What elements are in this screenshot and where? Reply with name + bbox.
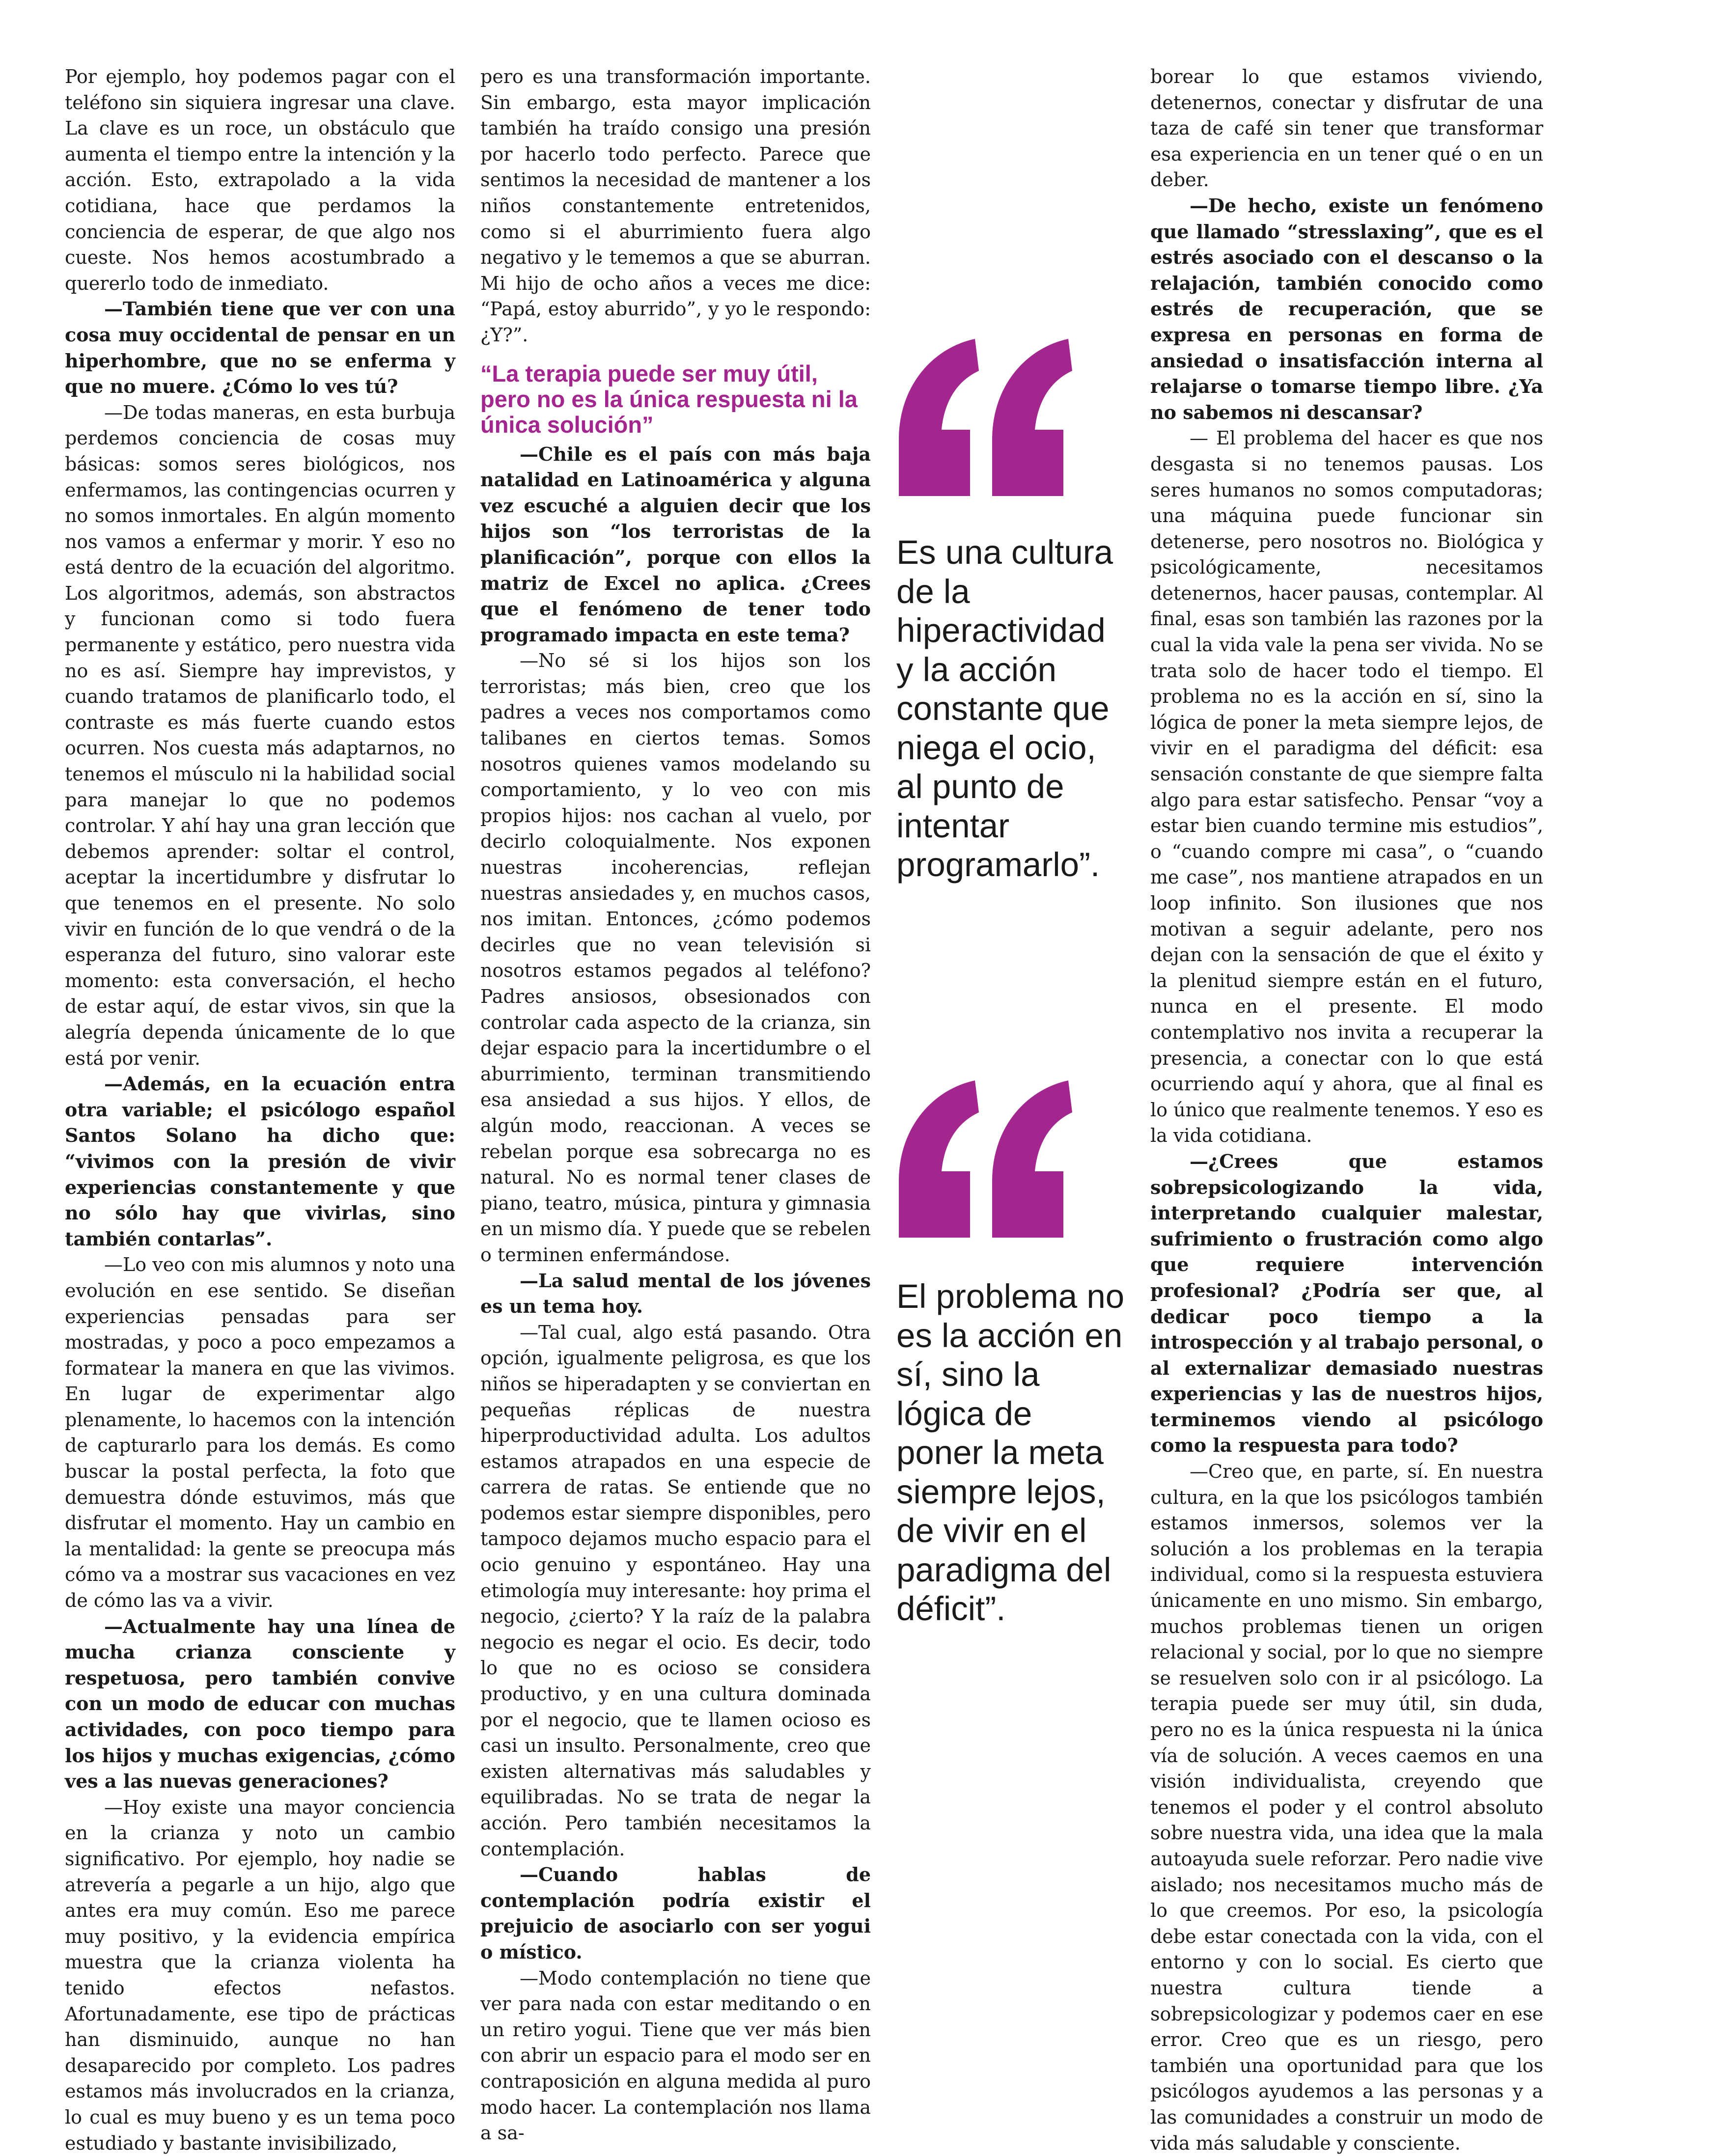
paragraph: Por ejemplo, hoy podemos pagar con el teléfono sin siquiera ingresar una clave. La clave es un roce, un obstáculo que aumenta el tiempo entre la intención y la acción. Esto, extrapolado a la vida cotidiana, hace que perdamos la conciencia de esperar, de que algo nos cueste. Nos hemos acostumbrado a quererlo todo de inmediato. <box>65 66 455 294</box>
interview-question: —De hecho, existe un fenómeno que llamado “stresslaxing”, que es el estrés asociado con el descanso o la relajación, también conocido como estrés de recuperación, que se expresa en personas en forma de ansiedad o insatisfacción interna al relajarse o tomarse tiempo libre. ¿Ya no sabemos ni descansar? <box>1150 194 1543 423</box>
interview-answer: —Creo que, en parte, sí. En nuestra cultura, en la que los psicólogos también estamos inmersos, solemos ver la solución a los problemas en la terapia individual, como si la respuesta estuviera únicamente en uno mismo. Sin embargo, muchos problemas tienen un origen relacional y social, por lo que no siempre se resuelven solo con ir al psicólogo. La terapia puede ser muy útil, sin duda, pero no es la única respuesta ni la única vía de solución. A veces caemos en una visión individualista, creyendo que tenemos el poder y el control absoluto sobre nuestra vida, una idea que la mala autoayuda suele reforzar. Pero nadie vive aislado; nos necesitamos mucho más de lo que creemos. Por eso, la psicología debe estar conectada con la vida, con el entorno y con lo social. Es cierto que nuestra cultura tiende a sobrepsicologizar y podemos caer en ese error. Creo que es un riesgo, pero también una oportunidad para que los psicólogos ayudemos a las personas y a las comunidades a construir un modo de vida más saludable y consciente. <box>1150 1461 1543 2154</box>
interview-question: —¿Crees que estamos sobrepsicologizando la vida, interpretando cualquier malestar, sufrimiento o frustración como algo que requiere intervención profesional? ¿Podría ser que, al dedicar poco tiempo a la introspección y al trabajo personal, o al externalizar demasiado nuestras experiencias y las de nuestros hijos, terminemos viendo al psicólogo como la respuesta para todo? <box>1150 1150 1543 1457</box>
interview-answer: —Hoy existe una mayor conciencia en la crianza y noto un cambio significativo. Por ejemplo, hoy nadie se atrevería a pegarle a un hijo, algo que antes era muy común. Eso me parece muy positivo, y la evidencia empírica muestra que la crianza violenta ha tenido efectos nefastos. Afortunadamente, ese tipo de prácticas han disminuido, aunque no han desaparecido por completo. Los padres estamos más involucrados en la crianza, lo cual es muy bueno y es un tema poco estudiado y bastante invisibilizado, <box>65 1796 455 2154</box>
text-column-1 <box>65 64 455 2156</box>
section-subheading: “La terapia puede ser muy útil, pero no es la única respuesta ni la única solución” <box>480 360 858 438</box>
quote-mark-icon <box>896 339 1073 496</box>
pull-quote-text: El problema no es la acción en sí, sino la lógica de poner la meta siempre lejos, de vivir en el paradigma del déficit”. <box>896 1277 1125 1628</box>
paragraph: borear lo que estamos viviendo, detenernos, conectar y disfrutar de una taza de café sin tener que transformar esa experiencia en un tener qué o en un deber. <box>1150 66 1543 191</box>
interview-question: —Cuando hablas de contemplación podría existir el prejuicio de asociarlo con ser yogui o místico. <box>480 1863 871 1963</box>
interview-answer: —De todas maneras, en esta burbuja perdemos conciencia de cosas muy básicas: somos seres biológicos, nos enfermamos, las contingencias ocurren y no somos inmortales. En algún momento nos vamos a enfermar y morir. Y eso no está dentro de la ecuación del algoritmo. Los algoritmos, además, son abstractos y funcionan como si todo fuera permanente y estático, pero nuestra vida no es así. Siempre hay imprevistos, y cuando tratamos de planificarlo todo, el contraste es más fuerte cuando estos ocurren. Nos cuesta más adaptarnos, no tenemos el músculo ni la habilidad social para manejar lo que no podemos controlar. Y ahí hay una gran lección que debemos aprender: soltar el control, aceptar la incertidumbre y disfrutar lo que tenemos en el presente. No solo vivir en función de lo que vendrá o de la esperanza del futuro, sino valorar este momento: esta conversación, el hecho de estar aquí, de estar vivos, sin que la alegría dependa únicamente de lo que está por venir. <box>65 401 455 1069</box>
interview-answer: —Modo contemplación no tiene que ver para nada con estar meditando o en un retiro yogui. Tiene que ver más bien con abrir un espacio para el modo ser en contraposición en alguna medida al puro modo hacer. La contemplación nos llama a sa- <box>480 1967 871 2144</box>
interview-answer: — El problema del hacer es que nos desgasta si no tenemos pausas. Los seres humanos no somos computadoras; una máquina puede funcionar sin detenerse, pero nosotros no. Biológica y psicológicamente, necesitamos detenernos, hacer pausas, contemplar. Al final, esas son también las razones por la cual la vida vale la pena ser vivida. No se trata solo de hacer todo el tiempo. El problema no es la acción en sí, sino la lógica de poner la meta siempre lejos, de vivir en el paradigma del déficit: esa sensación constante de que siempre falta algo para estar satisfecho. Pensar “voy a estar bien cuando termine mis estudios”, o “cuando compre mi casa”, o “cuando me case”, nos mantiene atrapados en un loop infinito. Son ilusiones que nos motivan a seguir adelante, pero nos dejan con la sensación de que el éxito y la plenitud siempre están en el futuro, nunca en el presente. El modo contemplativo nos invita a recuperar la presencia, a conectar con lo que está ocurriendo aquí y ahora, que al final es lo único que realmente tenemos. Y eso es la vida cotidiana. <box>1150 427 1543 1147</box>
text-column-4 <box>1150 64 1543 2156</box>
paragraph: pero es una transformación importante. Sin embargo, esta mayor implicación también ha traído consigo una presión por hacerlo todo perfecto. Parece que sentimos la necesidad de mantener a los niños constantemente entretenidos, como si el aburrimiento fuera algo negativo y le tememos a que se aburran. Mi hijo de ocho años a veces me dice: “Papá, estoy aburrido”, y yo le respondo: ¿Y?”. <box>480 66 871 346</box>
interview-question: —Chile es el país con más baja natalidad en Latinoamérica y alguna vez escuché a alguien decir que los hijos son “los terroristas de la planificación”, porque con ellos la matriz de Excel no aplica. ¿Crees que el fenómeno de tener todo programado impacta en este tema? <box>480 442 871 646</box>
pull-quote-1 <box>896 339 1127 885</box>
interview-answer: —Lo veo con mis alumnos y noto una evolución en ese sentido. Se diseñan experiencias pensadas para ser mostradas, y poco a poco empezamos a formatear la manera en que las vivimos. En lugar de experimentar algo plenamente, lo hacemos con la intención de capturarlo para los demás. Es como buscar la postal perfecta, la foto que demuestra dónde estuvimos, más que disfrutar el momento. Hay un cambio en la mentalidad: la gente se preocupa más cómo va a mostrar sus vacaciones en vez de cómo las va a vivir. <box>65 1254 455 1612</box>
text-column-2 <box>480 64 871 2146</box>
interview-question: —También tiene que ver con una cosa muy occidental de pensar en un hiperhombre, que no se enferma y que no muere. ¿Cómo lo ves tú? <box>65 298 455 398</box>
pull-quote-text: Es una cultura de la hiperactividad y la acción constante que niega el ocio, al punto de intentar programarlo”. <box>896 533 1113 884</box>
interview-answer: —No sé si los hijos son los terroristas; más bien, creo que los padres a veces nos comportamos como talibanes en ciertos temas. Somos nosotros quienes vamos modelando su comportamiento, y lo veo con mis propios hijos: nos cachan al vuelo, por decirlo coloquialmente. Nos exponen nuestras incoherencias, reflejan nuestras ansiedades y, en muchos casos, nos imitan. Entonces, ¿cómo podemos decirles que no vean televisión si nosotros estamos pegados al teléfono? Padres ansiosos, obsesionados con controlar cada aspecto de la crianza, sin dejar espacio para la incertidumbre o el aburrimiento, terminan transmitiendo esa ansiedad a sus hijos. Y ellos, de algún modo, reaccionan. A veces se rebelan porque esa sobrecarga no es natural. No es normal tener clases de piano, teatro, música, pintura y gimnasia en un mismo día. Y puede que se rebelen o terminen enfermándose. <box>480 650 871 1266</box>
interview-answer: —Tal cual, algo está pasando. Otra opción, igualmente peligrosa, es que los niños se hiperadapten y se conviertan en pequeñas réplicas de nuestra hiperproductividad adulta. Los adultos estamos atrapados en una especie de carrera de ratas. Se entiende que no podemos estar siempre disponibles, pero tampoco dejamos mucho espacio para el ocio genuino y espontáneo. Hay una etimología muy interesante: hoy prima el negocio, ¿cierto? Y la raíz de la palabra negocio es negar el ocio. Es decir, todo lo que no es ocioso se considera productivo, y en una cultura dominada por el negocio, que te llamen ocioso es casi un insulto. Personalmente, creo que existen alternativas más saludables y equilibradas. No se trata de negar la acción. Pero también necesitamos la contemplación. <box>480 1321 871 1860</box>
interview-question: —Actualmente hay una línea de mucha crianza consciente y respetuosa, pero también convive con un modo de educar con muchas actividades, con poco tiempo para los hijos y muchas exigencias, ¿cómo ves a las nuevas generaciones? <box>65 1615 455 1793</box>
interview-question: —La salud mental de los jóvenes es un tema hoy. <box>480 1269 871 1318</box>
interview-question: —Además, en la ecuación entra otra variable; el psicólogo español Santos Solano ha dicho que: “vivimos con la presión de vivir experiencias constantemente y que no sólo hay que vivirlas, sino también contarlas”. <box>65 1073 455 1250</box>
quote-mark-icon <box>896 1080 1073 1238</box>
pull-quote-2 <box>896 1080 1127 1629</box>
